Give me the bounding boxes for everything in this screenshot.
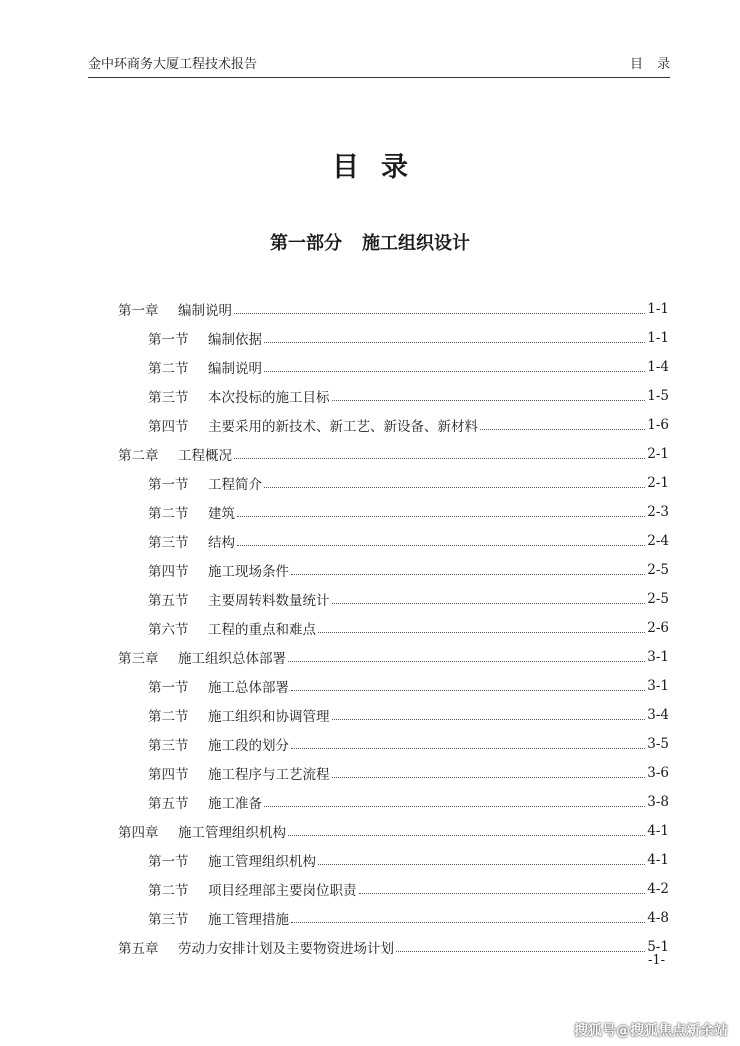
toc-section-entry[interactable] <box>118 758 669 787</box>
toc-section-entry[interactable] <box>118 323 669 352</box>
toc-dot-leader <box>237 545 645 546</box>
toc-entry-title: 工程简介 <box>208 476 262 493</box>
toc-section-entry[interactable] <box>118 874 669 903</box>
toc-entry-page: 2-5 <box>647 590 669 607</box>
toc-entry-label <box>148 879 357 899</box>
toc-section-entry[interactable] <box>118 700 669 729</box>
toc-entry-title: 结构 <box>208 534 235 551</box>
toc-entry-page: 3-1 <box>647 677 669 694</box>
toc-entry-title: 本次投标的施工目标 <box>208 389 330 406</box>
toc-entry-page: 4-1 <box>647 851 669 868</box>
toc-entry-number: 第二节 <box>148 360 189 377</box>
toc-entry-title: 施工组织总体部署 <box>178 650 286 667</box>
toc-entry-label <box>148 386 330 406</box>
toc-entry-label <box>118 937 394 957</box>
toc-entry-title: 编制说明 <box>208 360 262 377</box>
toc-entry-number: 第三节 <box>148 911 189 928</box>
toc-entry-label <box>148 589 330 609</box>
toc-entry-number: 第一节 <box>148 679 189 696</box>
toc-section-entry[interactable] <box>118 729 669 758</box>
toc-entry-title: 工程的重点和难点 <box>208 621 316 638</box>
toc-section-entry[interactable] <box>118 410 669 439</box>
toc-entry-label <box>118 444 232 464</box>
toc-entry-page: 1-1 <box>647 300 669 317</box>
toc-entry-number: 第一节 <box>148 331 189 348</box>
part-label: 第一部分 <box>270 233 342 254</box>
toc-entry-number: 第五章 <box>118 940 159 957</box>
watermark: 搜狐号@搜狐焦点新余站 <box>574 1023 728 1039</box>
toc-entry-label <box>148 618 316 638</box>
toc-dot-leader <box>332 400 646 401</box>
toc-entry-number: 第三节 <box>148 389 189 406</box>
toc-entry-title: 施工管理组织机构 <box>208 853 316 870</box>
toc-entry-number: 第二节 <box>148 505 189 522</box>
toc-dot-leader <box>291 922 645 923</box>
toc-entry-title: 施工总体部署 <box>208 679 289 696</box>
toc-section-entry[interactable] <box>118 497 669 526</box>
toc-entry-label <box>148 560 289 580</box>
toc-dot-leader <box>318 864 645 865</box>
toc-entry-number: 第二章 <box>118 447 159 464</box>
toc-entry-title: 施工程序与工艺流程 <box>208 766 330 783</box>
toc-entry-page: 1-1 <box>647 329 669 346</box>
toc-dot-leader <box>234 458 645 459</box>
toc-chapter-entry[interactable] <box>118 294 669 323</box>
toc-entry-label <box>148 676 289 696</box>
toc-entry-number: 第五节 <box>148 592 189 609</box>
toc-entry-page: 1-5 <box>647 387 669 404</box>
toc-entry-page: 3-1 <box>647 648 669 665</box>
header-document-title: 金中环商务大厦工程技术报告 <box>88 57 258 72</box>
toc-entry-number: 第三节 <box>148 534 189 551</box>
toc-section-entry[interactable] <box>118 845 669 874</box>
toc-section-entry[interactable] <box>118 526 669 555</box>
toc-section-entry[interactable] <box>118 555 669 584</box>
toc-section-entry[interactable] <box>118 613 669 642</box>
toc-entry-title: 施工准备 <box>208 795 262 812</box>
toc-dot-leader <box>291 748 645 749</box>
toc-entry-label <box>148 328 262 348</box>
toc-entry-number: 第一章 <box>118 302 159 319</box>
toc-dot-leader <box>264 487 645 488</box>
toc-section-entry[interactable] <box>118 584 669 613</box>
toc-entry-label <box>148 908 289 928</box>
toc-entry-label <box>118 299 232 319</box>
page-number: -1- <box>648 953 666 968</box>
toc-entry-label <box>148 357 262 377</box>
toc-entry-label <box>148 763 330 783</box>
header-section-name: 目录 <box>629 57 684 72</box>
toc-entry-page: 1-6 <box>647 416 669 433</box>
toc-entry-title: 项目经理部主要岗位职责 <box>208 882 357 899</box>
toc-dot-leader <box>291 574 645 575</box>
toc-dot-leader <box>359 893 646 894</box>
toc-entry-number: 第四节 <box>148 418 189 435</box>
toc-section-entry[interactable] <box>118 381 669 410</box>
toc-dot-leader <box>332 777 646 778</box>
toc-entry-number: 第一节 <box>148 853 189 870</box>
toc-entry-page: 4-8 <box>647 909 669 926</box>
toc-entry-number: 第三章 <box>118 650 159 667</box>
toc-dot-leader <box>264 806 645 807</box>
toc-section-entry[interactable] <box>118 352 669 381</box>
toc-entry-label <box>118 647 286 667</box>
toc-entry-number: 第四节 <box>148 563 189 580</box>
toc-entry-number: 第四章 <box>118 824 159 841</box>
toc-entry-page: 2-5 <box>647 561 669 578</box>
toc-entry-page: 3-4 <box>647 706 669 723</box>
toc-dot-leader <box>332 603 646 604</box>
toc-entry-page: 5-1 <box>647 938 669 955</box>
toc-entry-label <box>148 792 262 812</box>
toc-dot-leader <box>264 342 645 343</box>
toc-entry-page: 3-6 <box>647 764 669 781</box>
toc-entry-title: 编制依据 <box>208 331 262 348</box>
toc-entry-title: 主要周转料数量统计 <box>208 592 330 609</box>
toc-entry-page: 2-3 <box>647 503 669 520</box>
toc-entry-number: 第六节 <box>148 621 189 638</box>
toc-entry-label <box>148 502 235 522</box>
toc-chapter-entry[interactable] <box>118 932 669 961</box>
part-heading <box>0 229 740 255</box>
part-name: 施工组织设计 <box>362 233 470 254</box>
toc-entry-title: 建筑 <box>208 505 235 522</box>
table-of-contents <box>118 294 669 961</box>
toc-dot-leader <box>234 313 645 314</box>
toc-dot-leader <box>264 371 645 372</box>
toc-entry-title: 编制说明 <box>178 302 232 319</box>
toc-entry-page: 2-6 <box>647 619 669 636</box>
toc-dot-leader <box>318 632 645 633</box>
toc-entry-page: 1-4 <box>647 358 669 375</box>
toc-section-entry[interactable] <box>118 787 669 816</box>
toc-entry-label <box>148 850 316 870</box>
toc-entry-number: 第四节 <box>148 766 189 783</box>
toc-entry-title: 工程概况 <box>178 447 232 464</box>
toc-entry-page: 3-8 <box>647 793 669 810</box>
toc-entry-number: 第二节 <box>148 882 189 899</box>
toc-dot-leader <box>480 429 645 430</box>
toc-entry-label <box>118 821 286 841</box>
toc-dot-leader <box>288 661 645 662</box>
toc-section-entry[interactable] <box>118 468 669 497</box>
toc-entry-title: 主要采用的新技术、新工艺、新设备、新材料 <box>208 418 478 435</box>
toc-entry-page: 2-1 <box>647 474 669 491</box>
toc-entry-page: 2-1 <box>647 445 669 462</box>
toc-entry-label <box>148 473 262 493</box>
toc-entry-label <box>148 415 478 435</box>
toc-section-entry[interactable] <box>118 903 669 932</box>
toc-dot-leader <box>332 719 646 720</box>
toc-entry-page: 3-5 <box>647 735 669 752</box>
toc-dot-leader <box>237 516 645 517</box>
toc-chapter-entry[interactable] <box>118 439 669 468</box>
toc-entry-title: 施工管理组织机构 <box>178 824 286 841</box>
toc-chapter-entry[interactable] <box>118 816 669 845</box>
toc-entry-title: 施工组织和协调管理 <box>208 708 330 725</box>
toc-dot-leader <box>396 951 645 952</box>
toc-entry-label <box>148 531 235 551</box>
toc-entry-number: 第二节 <box>148 708 189 725</box>
toc-entry-title: 施工段的划分 <box>208 737 289 754</box>
toc-entry-number: 第三节 <box>148 737 189 754</box>
toc-entry-label <box>148 705 330 725</box>
toc-entry-page: 4-1 <box>647 822 669 839</box>
running-header <box>88 55 684 78</box>
toc-chapter-entry[interactable] <box>118 642 669 671</box>
toc-section-entry[interactable] <box>118 671 669 700</box>
toc-entry-title: 施工管理措施 <box>208 911 289 928</box>
toc-entry-number: 第一节 <box>148 476 189 493</box>
page-title: 目录 <box>332 152 430 183</box>
toc-entry-page: 4-2 <box>647 880 669 897</box>
toc-entry-page: 2-4 <box>647 532 669 549</box>
toc-entry-label <box>148 734 289 754</box>
toc-entry-title: 劳动力安排计划及主要物资进场计划 <box>178 940 394 957</box>
toc-entry-number: 第五节 <box>148 795 189 812</box>
toc-entry-title: 施工现场条件 <box>208 563 289 580</box>
toc-dot-leader <box>291 690 645 691</box>
toc-dot-leader <box>288 835 645 836</box>
